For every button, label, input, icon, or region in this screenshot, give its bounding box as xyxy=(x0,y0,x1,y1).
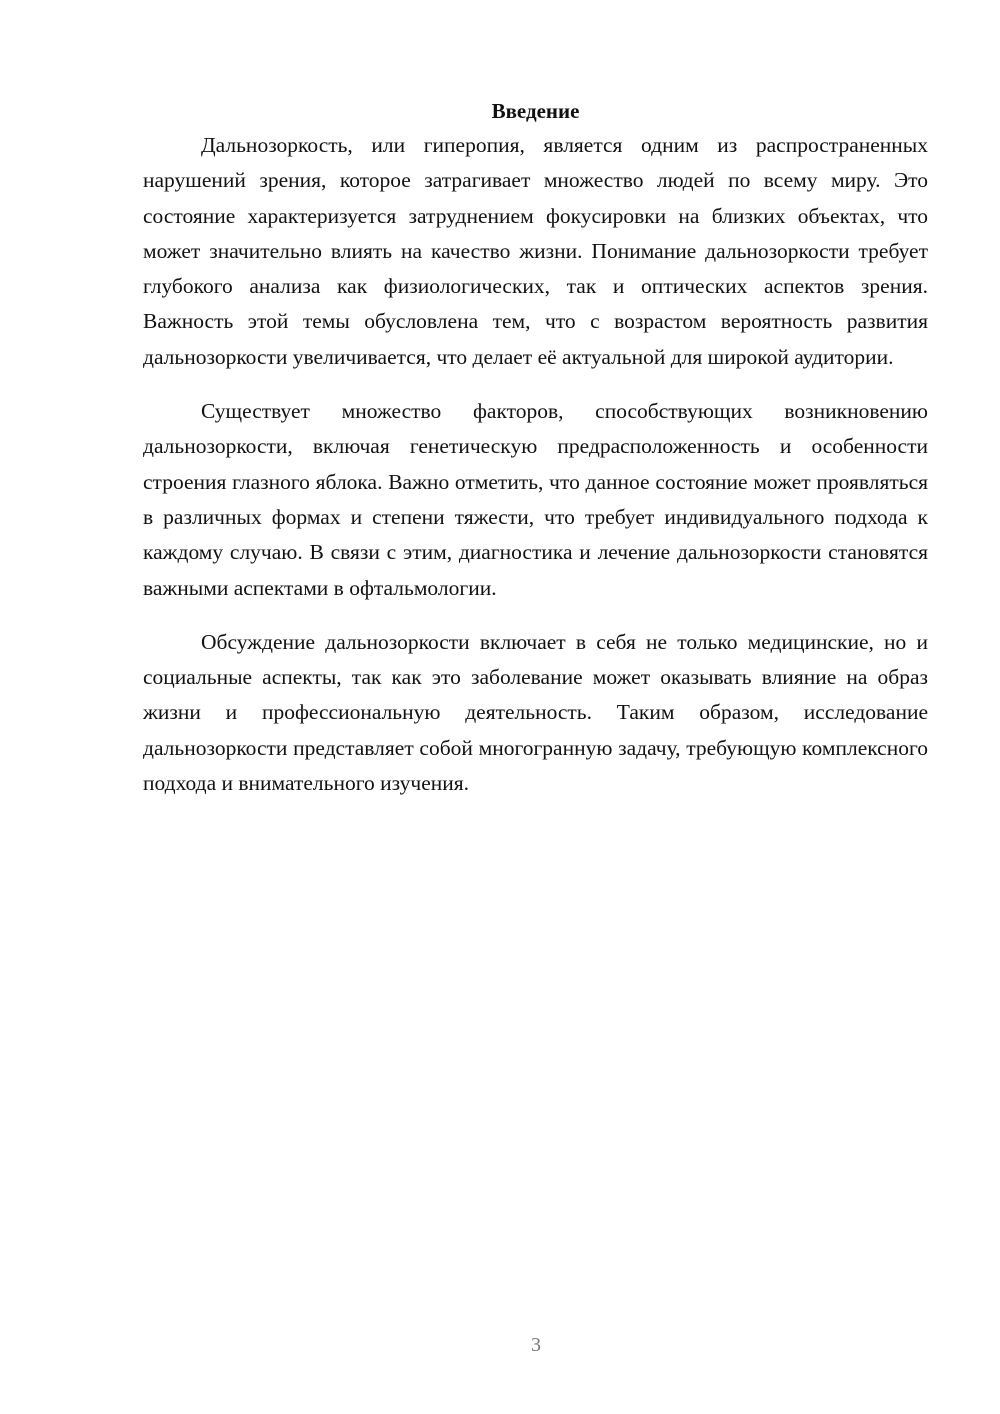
paragraph-1: Дальнозоркость, или гиперопия, является одним из распространенных нарушений зрения, которое затрагивает множество людей по всему миру. Это состояние характеризуется затруднением фокусировки на близких объектах, что может значительно влиять на качество жизни. Понимание дальнозоркости требует глубокого анализа как физиологических, так и оптических аспектов зрения. Важность этой темы обусловлена тем, что с возрастом вероятность развития дальнозоркости увеличивается, что делает её актуальной для широкой аудитории. xyxy=(143,133,928,369)
section-heading: Введение xyxy=(491,99,580,123)
page-content xyxy=(143,95,928,820)
page-number: 3 xyxy=(531,1334,541,1356)
paragraph-2: Существует множество факторов, способствующих возникновению дальнозоркости, включая генетическую предрасположенность и особенности строения глазного яблока. Важно отметить, что данное состояние может проявляться в различных формах и степени тяжести, что требует индивидуального подхода к каждому случаю. В связи с этим, диагностика и лечение дальнозоркости становятся важными аспектами в офтальмологии. xyxy=(143,399,928,600)
paragraph-3: Обсуждение дальнозоркости включает в себя не только медицинские, но и социальные аспекты, так как это заболевание может оказывать влияние на образ жизни и профессиональную деятельность. Таким образом, исследование дальнозоркости представляет собой многогранную задачу, требующую комплексного подхода и внимательного изучения. xyxy=(143,629,928,796)
